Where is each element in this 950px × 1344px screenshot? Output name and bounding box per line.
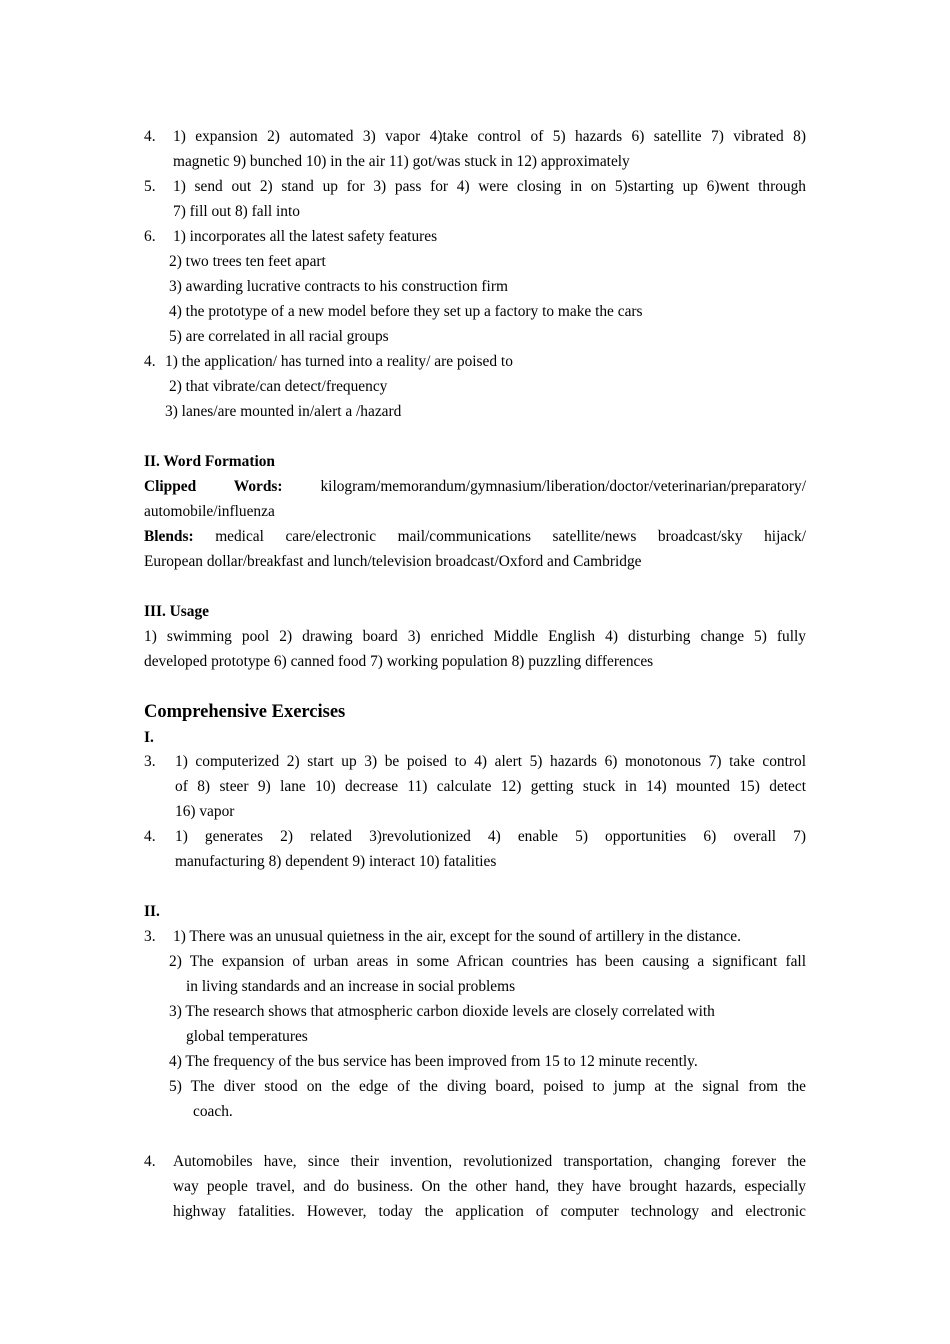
paragraph-line: way people travel, and do business. On the other hand, they have brought hazards, especially	[173, 1178, 806, 1195]
answer-line: magnetic 9) bunched 10) in the air 11) got/was stuck in 12) approximately	[173, 153, 630, 170]
comp-ii-item-3	[144, 924, 806, 1124]
sentence-line: 5) The diver stood on the edge of the diving board, poised to jump at the signal from the	[169, 1078, 806, 1095]
item-number: 4.	[144, 828, 156, 845]
section-heading: III. Usage	[144, 603, 209, 620]
answer-line: 5) are correlated in all racial groups	[169, 328, 389, 345]
sentence-line: 4) The frequency of the bus service has been improved from 15 to 12 minute recently.	[169, 1053, 698, 1070]
answer-line: 4. 1) the application/ has turned into a reality/ are poised to	[144, 349, 806, 374]
clipped-words-line: Clipped Words: kilogram/memorandum/gymnasium/liberation/doctor/veterinarian/preparatory/	[144, 478, 806, 495]
sentence-line: coach.	[193, 1103, 233, 1120]
sentence-line: global temperatures	[186, 1028, 308, 1045]
blends-line: European dollar/breakfast and lunch/television broadcast/Oxford and Cambridge	[144, 553, 642, 570]
sentence-line: 3) The research shows that atmospheric carbon dioxide levels are closely correlated with	[169, 1003, 715, 1020]
answer-line: 4. 1) expansion 2) automated 3) vapor 4)take control of 5) hazards 6) satellite 7) vibrated 8)	[144, 124, 806, 149]
clipped-words-label: Clipped Words:	[144, 478, 283, 495]
comp-i-item-4	[144, 824, 806, 874]
comprehensive-exercises-section	[144, 699, 806, 1224]
word-formation-section	[144, 449, 806, 574]
section-heading: II. Word Formation	[144, 453, 275, 470]
sentence-line: 2) The expansion of urban areas in some African countries has been causing a significant fall	[169, 953, 806, 970]
sentence-line: 3. 1) There was an unusual quietness in the air, except for the sound of artillery in the distance.	[144, 924, 806, 949]
blends-label: Blends:	[144, 528, 194, 545]
usage-line: 1) swimming pool 2) drawing board 3) enriched Middle English 4) disturbing change 5) fully	[144, 628, 806, 645]
clipped-words-line: automobile/influenza	[144, 503, 275, 520]
answer-line: 5. 1) send out 2) stand up for 3) pass for 4) were closing in on 5)starting up 6)went through	[144, 174, 806, 199]
item-number: 6.	[144, 228, 156, 245]
usage-section	[144, 599, 806, 674]
subsection-label: I.	[144, 729, 154, 746]
answer-item-6	[144, 224, 806, 349]
item-number: 4.	[144, 353, 156, 370]
answer-item-4	[144, 124, 806, 174]
document-page	[144, 124, 806, 1224]
item-number: 4.	[144, 1153, 156, 1170]
comprehensive-heading: Comprehensive Exercises	[144, 702, 346, 722]
usage-line: developed prototype 6) canned food 7) working population 8) puzzling differences	[144, 653, 654, 670]
answer-line: 7) fill out 8) fall into	[173, 203, 300, 220]
answer-item-4b	[144, 349, 806, 424]
answer-line: 6. 1) incorporates all the latest safety features	[144, 224, 806, 249]
item-number: 3.	[144, 928, 156, 945]
subsection-label: II.	[144, 903, 160, 920]
paragraph-line: 4. Automobiles have, since their invention, revolutionized transportation, changing forever the	[144, 1149, 806, 1174]
answer-item-5	[144, 174, 806, 224]
answer-line: 3. 1) computerized 2) start up 3) be poised to 4) alert 5) hazards 6) monotonous 7) take control	[144, 749, 806, 774]
paragraph-line: highway fatalities. However, today the application of computer technology and electronic	[173, 1203, 806, 1220]
answer-line: 4. 1) generates 2) related 3)revolutionized 4) enable 5) opportunities 6) overall 7)	[144, 824, 806, 849]
answer-line: 3) awarding lucrative contracts to his construction firm	[169, 278, 508, 295]
item-number: 4.	[144, 128, 156, 145]
comp-ii-item-4	[144, 1149, 806, 1224]
blends-line: Blends: medical care/electronic mail/communications satellite/news broadcast/sky hijack/	[144, 528, 806, 545]
answer-line: manufacturing 8) dependent 9) interact 10) fatalities	[175, 853, 497, 870]
answer-line: 16) vapor	[175, 803, 235, 820]
item-number: 3.	[144, 753, 156, 770]
comp-i-item-3	[144, 749, 806, 824]
answer-line: of 8) steer 9) lane 10) decrease 11) calculate 12) getting stuck in 14) mounted 15) detect	[175, 778, 806, 795]
sentence-line: in living standards and an increase in social problems	[186, 978, 516, 995]
item-number: 5.	[144, 178, 156, 195]
answer-line: 2) that vibrate/can detect/frequency	[169, 378, 388, 395]
answer-line: 3) lanes/are mounted in/alert a /hazard	[165, 403, 402, 420]
answer-line: 2) two trees ten feet apart	[169, 253, 326, 270]
answer-line: 4) the prototype of a new model before they set up a factory to make the cars	[169, 303, 643, 320]
